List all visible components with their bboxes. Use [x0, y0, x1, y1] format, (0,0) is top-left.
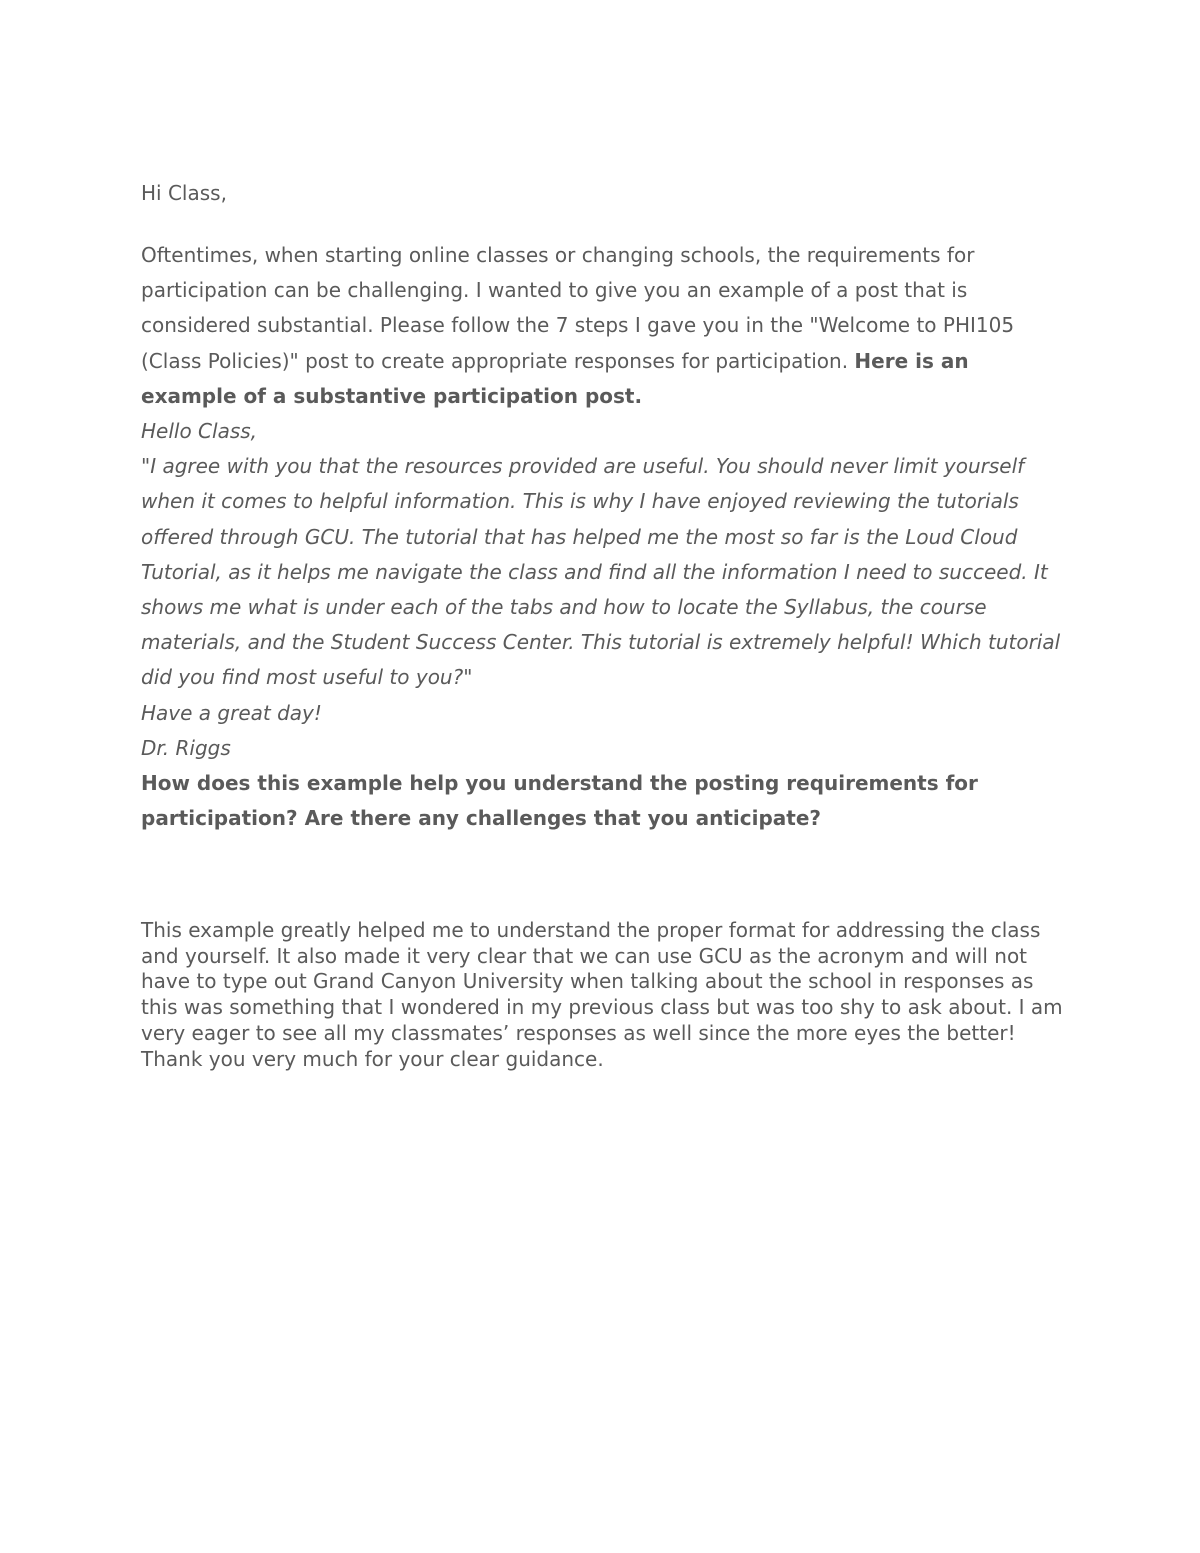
discussion-question: How does this example help you understand the posting requirements for participation? Are there any challenges that you anticipate?	[141, 771, 978, 831]
instructor-post	[141, 238, 1071, 836]
post-intro-paragraph	[141, 238, 1071, 414]
student-response: This example greatly helped me to understand the proper format for addressing the class and yourself. It also made it very clear that we can use GCU as the acronym and will not have to type out Grand Canyon University when talking about the school in responses as this was something that I wondered in my previous class but was too shy to ask about. I am very eager to see all my classmates’ responses as well since the more eyes the better! Thank you very much for your clear guidance.	[141, 918, 1063, 1071]
example-signature: Dr. Riggs	[141, 735, 231, 760]
greeting: Hi Class,	[141, 181, 227, 205]
post-intro: Oftentimes, when starting online classes or changing schools, the requirements for participation can be challenging. I wanted to give you an example of a post that is considered substantial. Please follow the 7 steps I gave you in the "Welcome to PHI105 (Class Policies)" post to create appropriate responses for participation.	[141, 243, 1015, 373]
example-greeting: Hello Class,	[141, 419, 258, 444]
post-intro-bold: Here is an example of a substantive participation post.	[141, 348, 969, 408]
example-body: "I agree with you that the resources provided are useful. You should never limit yourself when it comes to helpful information. This is why I have enjoyed reviewing the tutorials offered through GCU. The tutorial that has helped me the most so far is the Loud Cloud Tutorial, as it helps me navigate the class and find all the information I need to succeed. It shows me what is under each of the tabs and how to locate the Syllabus, the course materials, and the Student Success Center. This tutorial is extremely helpful! Which tutorial did you find most useful to you?"	[141, 454, 1061, 690]
example-closing: Have a great day!	[141, 700, 322, 725]
